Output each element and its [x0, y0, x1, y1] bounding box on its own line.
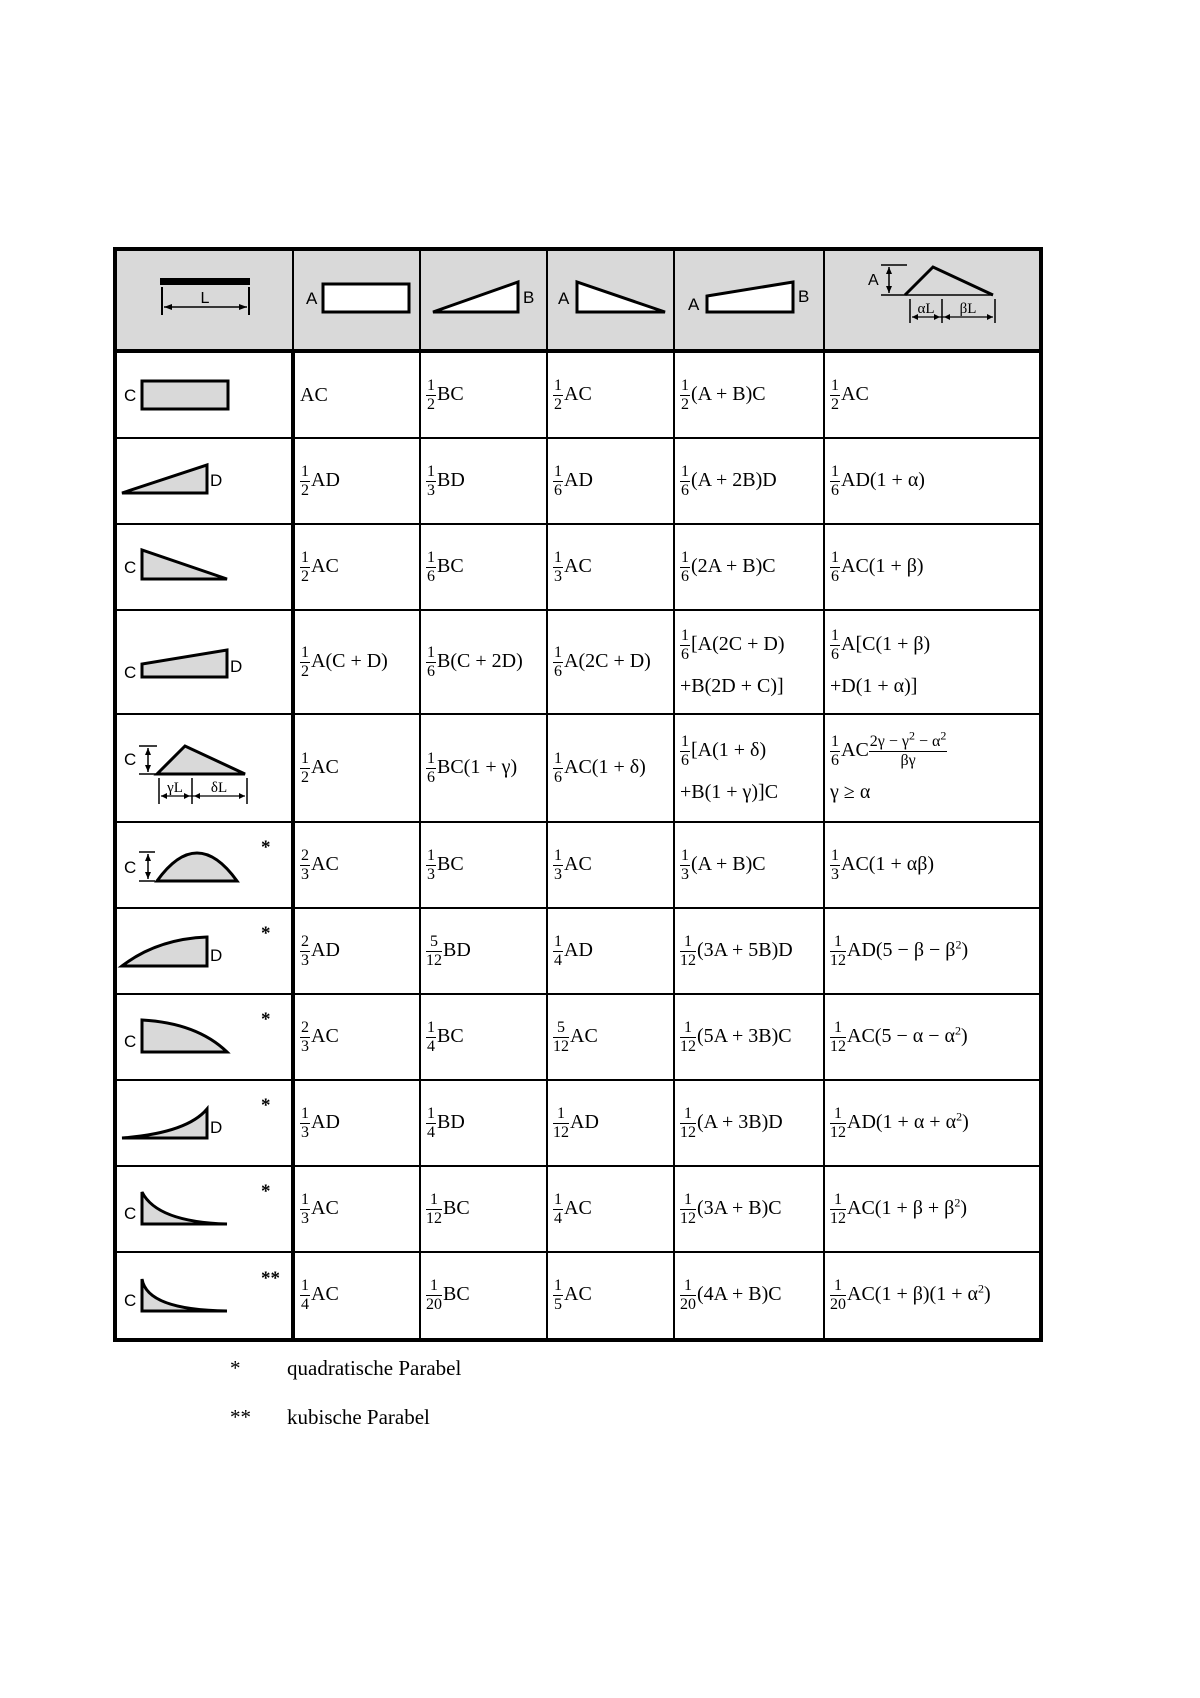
shape-label-c: C — [124, 663, 137, 682]
table-row — [115, 994, 1041, 1080]
table-row — [115, 1252, 1041, 1340]
header-tri-up — [420, 249, 547, 351]
formula-cell — [293, 822, 420, 908]
formula-line: $\frac{1}{12}$ (A + 3B)D — [680, 1104, 783, 1141]
table-row — [115, 524, 1041, 610]
fraction: $\frac{1}{12}$ — [830, 1190, 846, 1227]
header-label-a: A — [868, 272, 879, 289]
fraction: $\frac{1}{5}$ — [554, 1277, 562, 1313]
fraction: $\frac{1}{2}$ — [301, 548, 309, 585]
formula-cell — [824, 438, 1041, 524]
shape-label-c: C — [124, 558, 137, 577]
table-row — [115, 908, 1041, 994]
shape-label-c: C — [124, 386, 137, 405]
fraction: $\frac{1}{6}$ — [554, 643, 562, 680]
formula-line: $\frac{1}{12}$ $AC(5 - \alpha - \alpha^2)$ — [830, 1018, 968, 1055]
formula-line: $\frac{1}{2}$ AD — [301, 462, 340, 499]
formula-line: $\frac{1}{3}$ AC — [301, 1190, 339, 1227]
fraction: $\frac{1}{3}$ — [427, 462, 435, 499]
moment-shape-convex-up — [117, 909, 293, 993]
formula-cell — [824, 908, 1041, 994]
fraction: $\frac{1}{6}$ — [831, 548, 839, 585]
fraction: $\frac{1}{12}$ — [553, 1104, 569, 1141]
formula-line: +B(1 + γ)]C — [680, 780, 779, 803]
formula-line: $\frac{1}{6}$ AD — [554, 462, 593, 499]
formula-cell — [674, 438, 824, 524]
fraction: $\frac{1}{6}$ — [831, 732, 839, 769]
fraction: $\frac{1}{12}$ — [680, 932, 696, 969]
legend-quadratic — [230, 1356, 461, 1381]
formula-cell — [293, 438, 420, 524]
fraction: $\frac{1}{4}$ — [554, 1190, 562, 1227]
formula-line: $\frac{1}{4}$ AD — [554, 932, 593, 969]
length-diagram — [117, 251, 293, 349]
fraction: $\frac{1}{20}$ — [426, 1277, 442, 1313]
fraction: $\frac{1}{12}$ — [680, 1018, 696, 1055]
parabola-marker: * — [261, 1095, 271, 1116]
formula-line: $\frac{1}{20}$ $AC(1 + \beta)(1 + \alpha^2)$ — [830, 1277, 991, 1313]
header-tri-down — [547, 249, 674, 351]
fraction: $\frac{1}{12}$ — [830, 1018, 846, 1055]
fraction: $\frac{1}{6}$ — [681, 462, 689, 499]
formula-cell — [674, 610, 824, 714]
formula-cell — [547, 908, 674, 994]
shape-cell — [115, 908, 293, 994]
formula-line: $\frac{5}{12}$ AC — [553, 1018, 598, 1055]
formula-line: $\frac{2}{3}$ AD — [301, 932, 340, 969]
formula-cell — [674, 1252, 824, 1340]
formula-line: $\frac{1}{12}$ $AC(1 + \beta + \beta^2)$ — [830, 1190, 968, 1227]
header-length — [115, 249, 293, 351]
shape-label-c: C — [124, 750, 137, 769]
formula-cell — [293, 524, 420, 610]
formula-line: $\frac{2}{3}$ AC — [301, 1018, 339, 1055]
formula-line: $\frac{1}{6}$ AC $\frac{2\gamma - \gamma^2 - \alpha^2}{\beta\gamma}$ — [831, 728, 947, 769]
fraction: $\frac{1}{12}$ — [426, 1190, 442, 1227]
table-row — [115, 1080, 1041, 1166]
table-row — [115, 351, 1041, 438]
formula-cell — [293, 610, 420, 714]
formula-cell — [420, 822, 547, 908]
formula-cell — [824, 1252, 1041, 1340]
formula-line: $\frac{1}{12}$ (5A + 3B)C — [680, 1018, 792, 1055]
fraction: $\frac{2}{3}$ — [301, 932, 309, 969]
header-label-beta: βL — [959, 301, 977, 317]
formula-line: $\frac{1}{3}$ (A + B)C — [681, 846, 766, 883]
shape-cell — [115, 438, 293, 524]
formula-line: $\frac{1}{4}$ BD — [427, 1104, 465, 1141]
shape-cell — [115, 610, 293, 714]
formula-cell — [824, 994, 1041, 1080]
fraction: $\frac{1}{6}$ — [681, 626, 689, 663]
formula-line: $\frac{1}{2}$ BC — [427, 376, 464, 413]
formula-line: γ ≥ α — [830, 780, 871, 803]
formula-line: $\frac{1}{6}$ AC(1 + β) — [831, 548, 924, 585]
tri-peak-diagram — [825, 251, 1040, 349]
header-label-alpha: αL — [917, 301, 935, 317]
formula-line: $\frac{1}{6}$ A[C(1 + β) — [831, 626, 931, 663]
shape-label-c: C — [124, 1032, 137, 1051]
shape-cell — [115, 1166, 293, 1252]
shape-cell — [115, 1252, 293, 1340]
table-row — [115, 1166, 1041, 1252]
parabola-marker: * — [261, 1181, 271, 1202]
formula-line: $\frac{1}{12}$ (3A + B)C — [680, 1190, 782, 1227]
formula-cell — [420, 1080, 547, 1166]
table-row — [115, 438, 1041, 524]
fraction: $\frac{1}{6}$ — [427, 749, 435, 786]
moment-shape-concave-down — [117, 1167, 293, 1251]
tri-up-diagram — [421, 251, 546, 349]
formula-cell — [674, 1080, 824, 1166]
shape-cell — [115, 822, 293, 908]
formula-line: $\frac{1}{6}$ A(2C + D) — [554, 643, 651, 680]
formula-line: $\frac{1}{4}$ AC — [554, 1190, 592, 1227]
formula-line: $\frac{1}{2}$ AC — [831, 376, 869, 413]
fraction: $\frac{1}{6}$ — [831, 462, 839, 499]
trap-diagram — [675, 251, 823, 349]
fraction: $\frac{2}{3}$ — [301, 846, 309, 883]
formula-line: $\frac{1}{6}$ BC — [427, 548, 464, 585]
formula-line: $\frac{1}{20}$ (4A + B)C — [680, 1277, 782, 1313]
formula-cell — [293, 908, 420, 994]
shape-label-delta: δL — [210, 780, 228, 796]
fraction: $\frac{1}{3}$ — [427, 846, 435, 883]
formula-cell — [420, 908, 547, 994]
formula-line: $\frac{1}{4}$ AC — [301, 1277, 339, 1313]
formula-cell — [547, 438, 674, 524]
formula-cell — [674, 524, 824, 610]
moment-shape-trap — [117, 611, 293, 713]
shape-label-d: D — [230, 657, 243, 676]
formula-cell — [547, 822, 674, 908]
shape-label-gamma: γL — [167, 780, 183, 796]
moment-shape-convex-down — [117, 995, 293, 1079]
formula-line: +B(2D + C)] — [680, 674, 784, 697]
header-rect — [293, 249, 420, 351]
parabola-marker: * — [261, 837, 271, 858]
tri-down-diagram — [548, 251, 673, 349]
formula-cell — [547, 351, 674, 438]
fraction: $\frac{2}{3}$ — [301, 1018, 309, 1055]
formula-line: +D(1 + α)] — [830, 674, 918, 697]
formula-cell — [420, 524, 547, 610]
formula-cell — [824, 1080, 1041, 1166]
formula-line: $\frac{5}{12}$ BD — [426, 932, 471, 969]
fraction: $\frac{1}{12}$ — [830, 1104, 846, 1141]
moment-shape-tri-down — [117, 525, 293, 609]
fraction: $\frac{1}{6}$ — [831, 626, 839, 663]
fraction: $\frac{1}{6}$ — [427, 643, 435, 680]
formula-cell — [674, 994, 824, 1080]
formula-cell — [547, 1166, 674, 1252]
header-label-a: A — [306, 289, 318, 308]
formula-cell — [824, 1166, 1041, 1252]
legend-symbol: ** — [230, 1405, 251, 1429]
fraction: $\frac{1}{6}$ — [554, 462, 562, 499]
fraction: $\frac{1}{3}$ — [831, 846, 839, 883]
fraction: $\frac{1}{2}$ — [831, 376, 839, 413]
formula-line: $\frac{1}{12}$ AD — [553, 1104, 599, 1141]
fraction: $\frac{1}{6}$ — [427, 548, 435, 585]
header-label-b: B — [523, 288, 535, 307]
formula-cell — [293, 714, 420, 822]
header-label-a: A — [558, 289, 570, 308]
formula-cell — [547, 714, 674, 822]
formula-cell — [674, 822, 824, 908]
formula-cell — [547, 1252, 674, 1340]
formula-cell — [824, 524, 1041, 610]
fraction: $\frac{1}{6}$ — [681, 732, 689, 769]
fraction: $\frac{5}{12}$ — [426, 932, 442, 969]
parabola-marker: * — [261, 1009, 271, 1030]
formula-line: $\frac{1}{12}$ BC — [426, 1190, 470, 1227]
legend-text: kubische Parabel — [287, 1405, 430, 1429]
header-row — [115, 249, 1041, 351]
moment-shape-cubic-down — [117, 1253, 293, 1338]
formula-line: $\frac{1}{5}$ AC — [554, 1277, 592, 1313]
formula-cell — [420, 994, 547, 1080]
fraction: $\frac{1}{3}$ — [554, 846, 562, 883]
formula-line: $\frac{1}{6}$ AD(1 + α) — [831, 462, 925, 499]
formula-cell — [824, 351, 1041, 438]
header-trap — [674, 249, 824, 351]
header-tri-peak — [824, 249, 1041, 351]
fraction: $\frac{1}{3}$ — [681, 846, 689, 883]
formula-line: $\frac{1}{6}$ BC(1 + γ) — [427, 749, 518, 786]
table-row — [115, 822, 1041, 908]
shape-label-c: C — [124, 1204, 137, 1223]
formula-line: $\frac{1}{3}$ AC(1 + αβ) — [831, 846, 935, 883]
formula-line: $\frac{1}{2}$ AC — [301, 548, 339, 585]
table-row — [115, 714, 1041, 822]
formula-line: $\frac{1}{12}$ $AD(5 - \beta - \beta^2)$ — [830, 932, 969, 969]
legend-symbol: * — [230, 1356, 241, 1380]
fraction: $\frac{1}{2}$ — [554, 376, 562, 413]
formula-cell — [824, 822, 1041, 908]
formula-cell — [420, 351, 547, 438]
parabola-marker: * — [261, 923, 271, 944]
shape-label-c: C — [124, 1291, 137, 1310]
formula-line: $\frac{1}{2}$ (A + B)C — [681, 376, 766, 413]
formula-cell — [420, 714, 547, 822]
fraction: $\frac{1}{2}$ — [301, 749, 309, 786]
shape-label-d: D — [210, 946, 223, 965]
formula-line: $\frac{1}{3}$ AC — [554, 846, 592, 883]
fraction: $\frac{1}{4}$ — [301, 1277, 309, 1313]
formula-cell — [547, 610, 674, 714]
formula-cell — [293, 1166, 420, 1252]
formula-cell — [674, 351, 824, 438]
formula-line: $\frac{2}{3}$ AC — [301, 846, 339, 883]
length-label: L — [200, 290, 210, 307]
formula-cell — [420, 438, 547, 524]
fraction: $\frac{1}{20}$ — [680, 1277, 696, 1313]
shape-label-c: C — [124, 858, 137, 877]
fraction: $\frac{1}{2}$ — [681, 376, 689, 413]
formula-line: $\frac{1}{4}$ BC — [427, 1018, 464, 1055]
formula-cell — [293, 994, 420, 1080]
formula-cell — [420, 610, 547, 714]
fraction: $\frac{1}{2}$ — [301, 643, 309, 680]
formula-cell — [674, 908, 824, 994]
formula-line: $\frac{1}{12}$ (3A + 5B)D — [680, 932, 793, 969]
formula-cell — [547, 1080, 674, 1166]
formula-cell — [824, 714, 1041, 822]
fraction: $\frac{2\gamma - \gamma^2 - \alpha^2}{\beta\gamma}$ — [869, 728, 947, 769]
formula-line: $\frac{1}{6}$ B(C + 2D) — [427, 643, 523, 680]
header-label-a: A — [688, 295, 700, 314]
shape-cell — [115, 351, 293, 438]
moment-shape-tri-up — [117, 439, 293, 523]
shape-cell — [115, 714, 293, 822]
moment-shape-tri-peak — [117, 715, 293, 821]
formula-line: AC — [300, 384, 328, 406]
table-row — [115, 610, 1041, 714]
shape-cell — [115, 994, 293, 1080]
formula-cell — [293, 351, 420, 438]
fraction: $\frac{1}{2}$ — [301, 462, 309, 499]
header-label-b: B — [798, 287, 810, 306]
fraction: $\frac{1}{3}$ — [301, 1104, 309, 1141]
formula-line: $\frac{1}{3}$ BD — [427, 462, 465, 499]
formula-line: $\frac{1}{3}$ BC — [427, 846, 464, 883]
fraction: $\frac{1}{3}$ — [301, 1190, 309, 1227]
formula-line: $\frac{1}{12}$ $AD(1 + \alpha + \alpha^2)$ — [830, 1104, 969, 1141]
formula-line: $\frac{1}{20}$ BC — [426, 1277, 470, 1313]
fraction: $\frac{1}{4}$ — [427, 1104, 435, 1141]
shape-label-d: D — [210, 1118, 223, 1137]
formula-line: $\frac{1}{6}$ [A(2C + D) — [681, 626, 785, 663]
formula-line: $\frac{1}{3}$ AC — [554, 548, 592, 585]
formula-line: $\frac{1}{6}$ AC(1 + δ) — [554, 749, 646, 786]
shape-cell — [115, 524, 293, 610]
moment-shape-rect — [117, 353, 293, 437]
formula-line: $\frac{1}{2}$ A(C + D) — [301, 643, 388, 680]
formula-cell — [293, 1252, 420, 1340]
fraction: $\frac{1}{6}$ — [554, 749, 562, 786]
formula-line: $\frac{1}{2}$ AC — [301, 749, 339, 786]
rect-diagram — [294, 251, 419, 349]
fraction: $\frac{1}{3}$ — [554, 548, 562, 585]
moment-shape-concave-up — [117, 1081, 293, 1165]
legend-text: quadratische Parabel — [287, 1356, 462, 1380]
integral-table-body — [115, 249, 1041, 1340]
moment-shape-dome — [117, 823, 293, 907]
formula-line: $\frac{1}{2}$ AC — [554, 376, 592, 413]
fraction: $\frac{1}{12}$ — [680, 1104, 696, 1141]
formula-cell — [420, 1166, 547, 1252]
parabola-marker: ** — [261, 1268, 280, 1289]
legend-cubic — [230, 1405, 430, 1430]
fraction: $\frac{1}{12}$ — [680, 1190, 696, 1227]
formula-line: $\frac{1}{6}$ [A(1 + δ) — [681, 732, 767, 769]
integral-table — [113, 247, 1043, 1342]
fraction: $\frac{1}{2}$ — [427, 376, 435, 413]
shape-label-d: D — [210, 471, 223, 490]
formula-cell — [674, 1166, 824, 1252]
fraction: $\frac{1}{4}$ — [427, 1018, 435, 1055]
fraction: $\frac{5}{12}$ — [553, 1018, 569, 1055]
shape-cell — [115, 1080, 293, 1166]
formula-cell — [293, 1080, 420, 1166]
formula-cell — [547, 994, 674, 1080]
fraction: $\frac{1}{12}$ — [830, 932, 846, 969]
formula-line: $\frac{1}{3}$ AD — [301, 1104, 340, 1141]
formula-cell — [547, 524, 674, 610]
formula-line: $\frac{1}{6}$ (2A + B)C — [681, 548, 776, 585]
formula-line: $\frac{1}{6}$ (A + 2B)D — [681, 462, 777, 499]
formula-cell — [674, 714, 824, 822]
fraction: $\frac{1}{20}$ — [830, 1277, 846, 1313]
formula-cell — [824, 610, 1041, 714]
fraction: $\frac{1}{4}$ — [554, 932, 562, 969]
fraction: $\frac{1}{6}$ — [681, 548, 689, 585]
formula-cell — [420, 1252, 547, 1340]
